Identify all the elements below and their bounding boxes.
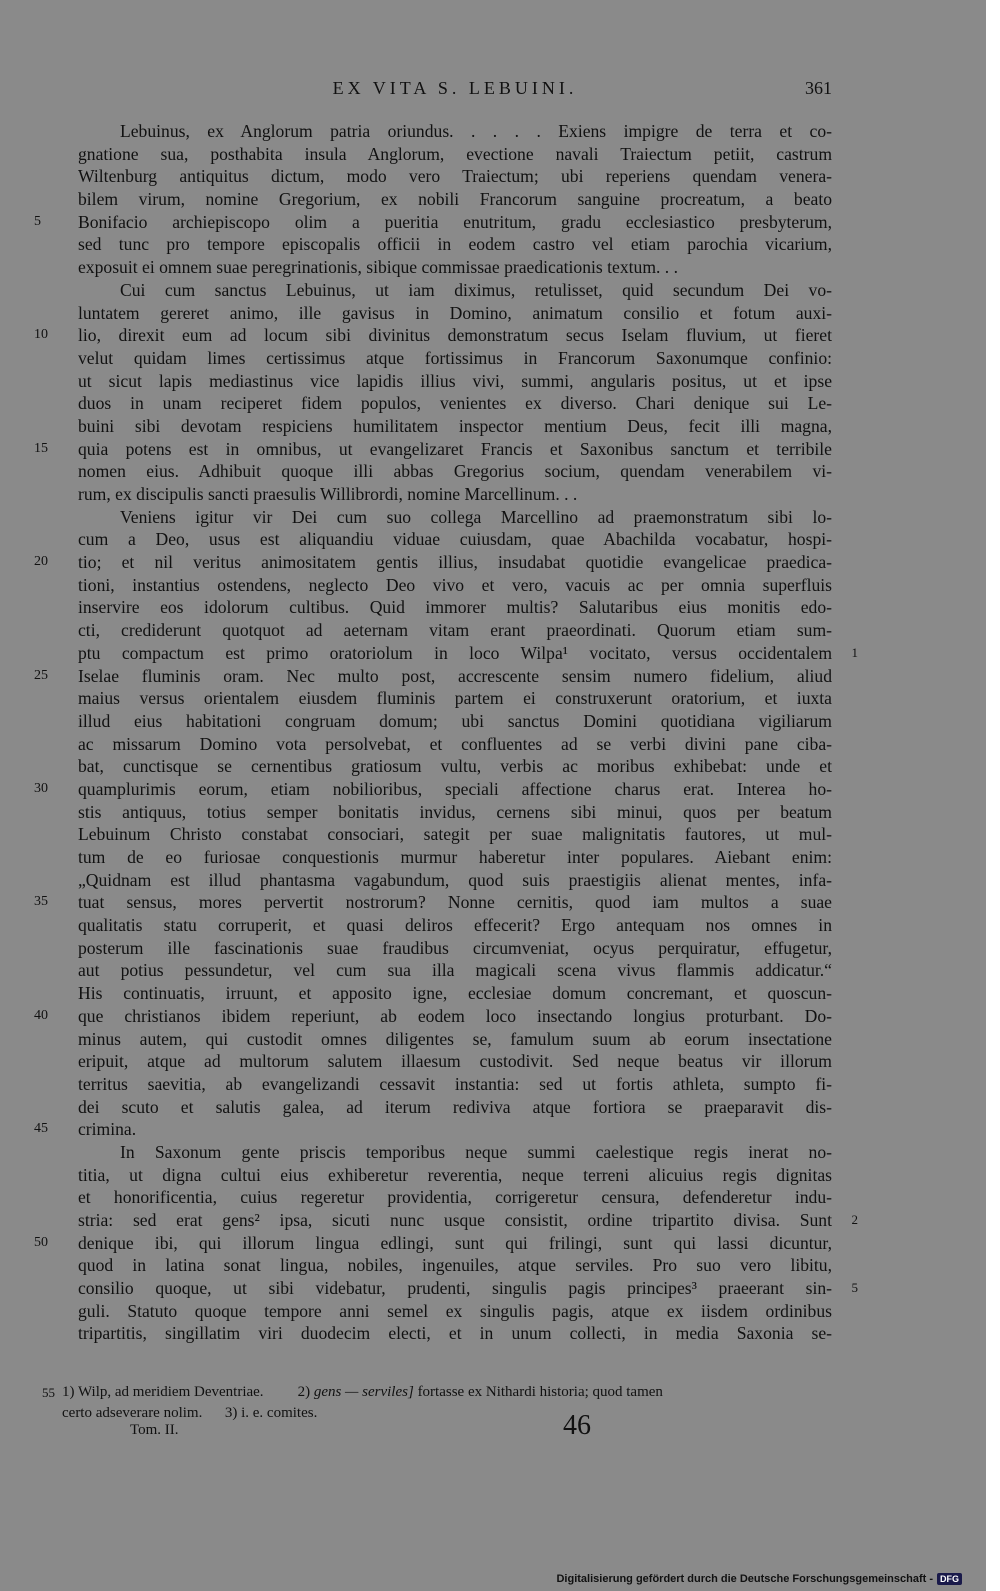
line-text: stria: sed erat gens² ipsa, sicuti nunc usque consistit, ordine tripartito divisa. Sunt — [78, 1210, 832, 1230]
volume-label: Tom. II. — [130, 1422, 179, 1438]
text-line — [34, 665, 832, 688]
line-text: tioni, instantius ostendens, neglecto Deo vivo et vero, vacuis ac per omnia superfluis — [78, 574, 832, 595]
line-text: Veniens igitur vir Dei cum suo collega Marcellino ad praemonstratum sibi lo- — [120, 506, 832, 527]
line-text: aut potius pessundetur, vel cum sua illa magicali scena vivus flammis addicatur.“ — [78, 960, 832, 981]
main-text — [34, 120, 858, 1345]
text-line — [78, 823, 832, 846]
line-number: 10 — [34, 327, 48, 343]
footnote-1: 1) Wilp, ad meridiem Deventriae. — [62, 1384, 264, 1400]
text-line — [78, 733, 832, 756]
text-line — [78, 959, 832, 982]
text-line — [78, 460, 832, 483]
text-line — [34, 778, 832, 801]
line-text: que christianos ibidem reperiunt, ab eodem loco insectando longius proturbant. Do- — [78, 1005, 832, 1026]
line-text: stis antiquus, totius semper bonitatis invidus, cernens sibi minui, quos per beatum — [78, 801, 832, 822]
signature-mark: 46 — [563, 1410, 591, 1441]
line-text: Iselae fluminis oram. Nec multo post, accrescente sensim numero fidelium, aliud — [78, 665, 832, 686]
text-line — [78, 574, 832, 597]
margin-note-mark: 5 — [851, 1280, 858, 1296]
footnote-row-2: certo adseverare nolim. 3) i. e. comites. — [62, 1405, 318, 1421]
text-line — [78, 869, 832, 892]
line-number: 45 — [34, 1121, 48, 1137]
line-text: bilem virum, nomine Gregorium, ex nobili Francorum sanguine procreatum, a beato — [78, 189, 832, 210]
line-text: et honorificentia, cuius regeretur providentia, corrigeretur censura, defenderetur indu- — [78, 1187, 832, 1208]
text-line — [34, 891, 832, 914]
line-text: crimina. — [78, 1119, 137, 1140]
text-line — [78, 801, 832, 824]
text-line — [78, 1073, 832, 1096]
line-text: lio, direxit eum ad locum sibi divinitus demonstratum secus Iselam fluvium, ut fieret — [78, 325, 832, 346]
line-text: quamplurimis eorum, etiam nobilioribus, speciali affectione charus erat. Interea ho- — [78, 778, 832, 799]
line-text: tuat sensus, mores pervertit nostrorum? Nonne cernitis, quod iam multos a suae — [78, 892, 832, 913]
text-line — [78, 1096, 832, 1119]
line-text: posterum ille fascinationis suae fraudibus circumveniat, ocyus perquiratur, effugetur, — [78, 937, 832, 958]
line-text: nomen eius. Adhibuit quoque illi abbas Gregorius socium, quendam venerabilem vi- — [78, 461, 832, 482]
line-text: Lebuinum Christo constabat consociari, sategit per suae malignitatis fautores, ut mul- — [78, 824, 832, 845]
text-line — [78, 188, 832, 211]
line-text: maius versus orientalem eiusdem fluminis partem ei construxerunt oratorium, et iuxta — [78, 688, 832, 709]
text-line — [78, 483, 832, 506]
text-line — [34, 1232, 832, 1255]
line-number: 50 — [34, 1234, 48, 1250]
line-number: 25 — [34, 667, 48, 683]
line-text: ut sicut lapis mediastinus vice lapidis illius vivi, summi, angularis positus, ut et ipse — [78, 370, 832, 391]
text-line — [78, 165, 832, 188]
line-text: In Saxonum gente priscis temporibus neque summi caelestique regis inerat no- — [120, 1141, 832, 1162]
text-line — [78, 982, 832, 1005]
text-line — [78, 937, 832, 960]
text-line — [78, 1164, 832, 1187]
line-text: gnatione sua, posthabita insula Anglorum, evectione navali Traiectum petiit, castrum — [78, 143, 832, 164]
line-text: denique ibi, qui illorum lingua edlingi, sunt qui frilingi, sunt qui lassi dicuntur, — [78, 1232, 832, 1253]
line-text: minus autem, qui custodit omnes diligentes se, famulum suum ab eorum insectatione — [78, 1028, 832, 1049]
line-number: 40 — [34, 1007, 48, 1023]
text-line — [78, 415, 832, 438]
line-text: tum de eo furiosae conquestionis murmur haberetur inter populares. Aiebant enim: — [78, 847, 832, 867]
text-line — [34, 211, 832, 234]
line-number: 35 — [34, 894, 48, 910]
footnote-2-text: fortasse ex Nithardi historia; quod tamen — [417, 1384, 663, 1400]
footnote-line-number: 55 — [42, 1385, 55, 1400]
text-line — [78, 1141, 832, 1164]
digitization-credit — [556, 1573, 962, 1585]
line-number: 30 — [34, 780, 48, 796]
text-line — [78, 914, 832, 937]
line-text: velut quidam limes certissimus atque fortissimus in Francorum Saxonumque confinio: — [78, 347, 832, 368]
text-line — [78, 1300, 832, 1323]
text-line — [78, 1209, 858, 1232]
line-text: quod in latina sonat lingua, nobiles, ingenuiles, atque serviles. Pro suo vero libitu, — [78, 1255, 832, 1276]
margin-note-mark: 1 — [851, 644, 858, 660]
line-text: bat, cunctisque se cernentibus gratiosum vultu, verbis ac moribus exhibebat: unde et — [78, 756, 832, 777]
text-line — [78, 1322, 832, 1345]
line-text: tripartitis, singillatim viri duodecim electi, et in unum collecti, in media Saxonia se- — [78, 1323, 832, 1344]
text-line — [78, 596, 832, 619]
text-line — [78, 1050, 832, 1073]
dfg-logo: DFG — [937, 1573, 962, 1585]
line-text: buini sibi devotam respiciens humilitatem inspector mentium Deus, fecit illi magna, — [78, 415, 832, 436]
line-text: tio; et nil veritus animositatem gentis illius, insudabat quotidie evangelicae praedica- — [78, 552, 832, 573]
text-line — [78, 642, 858, 665]
line-text: exposuit ei omnem suae peregrinationis, sibique commissae praedicationis textum. . . — [78, 257, 679, 278]
text-line — [78, 687, 832, 710]
line-text: „Quidnam est illud phantasma vagabundum, quod suis praestigiis alienat mentes, infa- — [78, 869, 832, 890]
credit-text: Digitalisierung gefördert durch die Deutsche Forschungsgemeinschaft - — [556, 1573, 933, 1585]
text-line — [78, 1277, 858, 1300]
line-text: ptu compactum est primo oratoriolum in loco Wilpa¹ vocitato, versus occidentalem — [78, 642, 832, 663]
text-line — [34, 551, 832, 574]
line-text: Wiltenburg antiquitus dictum, modo vero Traiectum; ubi reperiens quendam venera- — [78, 166, 832, 187]
line-text: consilio quoque, ut sibi videbatur, prudenti, singulis pagis principes³ praeerant sin- — [78, 1278, 832, 1299]
line-text: ac missarum Domino vota persolvebat, et confluentes ad se verbi divini pane ciba- — [78, 733, 832, 754]
line-text: cum a Deo, usus est aliquandiu viduae cuiusdam, quae Abachilda vocabatur, hospi- — [78, 529, 832, 550]
footnote-2-lemma: gens — serviles] — [313, 1384, 414, 1400]
line-text: territus saevitia, ab evangelizandi cessavit instantia: sed ut fortis athleta, sumpto fi- — [78, 1073, 832, 1094]
text-line — [34, 1118, 832, 1141]
line-text: rum, ex discipulis sancti praesulis Willibrordi, nomine Marcellinum. . . — [78, 484, 578, 504]
line-text: guli. Statuto quoque tempore anni semel ex singulis pagis, atque ex iisdem ordinibus — [78, 1300, 832, 1321]
text-line — [78, 370, 832, 393]
line-text: Cui cum sanctus Lebuinus, ut iam diximus, retulisset, quid secundum Dei vo- — [120, 279, 832, 300]
line-text: eripuit, atque ad multorum salutem illaesum custodivit. Sed neque beatus vir illorum — [78, 1051, 832, 1072]
text-line — [34, 438, 832, 461]
text-line — [34, 324, 832, 347]
line-number: 15 — [34, 440, 48, 456]
text-line — [78, 1186, 832, 1209]
line-number: 5 — [34, 213, 41, 229]
line-text: Lebuinus, ex Anglorum patria oriundus. . . . . Exiens impigre de terra et co- — [120, 121, 832, 141]
text-line — [78, 528, 832, 551]
text-line — [34, 1005, 832, 1028]
text-line — [78, 846, 832, 869]
text-line — [78, 619, 832, 642]
text-line — [78, 710, 832, 733]
text-line — [78, 143, 832, 166]
text-line — [78, 1028, 832, 1051]
text-line — [78, 233, 832, 256]
line-text: inservire eos idolorum cultibus. Quid immorer multis? Salutaribus eius monitis edo- — [78, 597, 832, 618]
text-line — [78, 347, 832, 370]
page-header — [78, 78, 832, 104]
running-title: EX VITA S. LEBUINI. — [332, 78, 578, 98]
line-text: duos in unam reciperet fidem populos, venientes ex diverso. Chari denique sui Le- — [78, 393, 832, 414]
text-line — [78, 506, 832, 529]
text-line — [78, 1254, 832, 1277]
line-text: dei scuto et salutis galea, ad iterum rediviva atque fortiora se praeparavit dis- — [78, 1096, 832, 1117]
text-line — [78, 392, 832, 415]
page-number: 361 — [805, 78, 832, 98]
line-text: sed tunc pro tempore episcopalis officii in eodem castro vel etiam parochia vicarium, — [78, 234, 832, 255]
line-text: illud eius habitationi congruam domum; ubi sanctus Domini quotidiana vigiliarum — [78, 710, 832, 731]
text-line — [78, 755, 832, 778]
line-text: luntatem gereret animo, ille gavisus in Domino, animatum consilio et fotum auxi- — [78, 302, 832, 323]
text-line — [78, 256, 832, 279]
text-line — [78, 279, 832, 302]
line-text: qualitatis statu corruperit, et quasi deliros effecerit? Ergo antequam nos omnes in — [78, 915, 832, 936]
line-text: His continuatis, irruunt, et apposito igne, ecclesiae domum concremant, et quoscun- — [78, 983, 832, 1004]
line-text: Bonifacio archiepiscopo olim a pueritia enutritum, gradu ecclesiastico presbyterum, — [78, 211, 832, 232]
footnote-2-label: 2) — [297, 1384, 311, 1400]
footnotes — [42, 1382, 832, 1424]
line-text: quia potens est in omnibus, ut evangelizaret Francis et Saxonibus sanctum et terribile — [78, 438, 832, 459]
line-text: titia, ut digna cultui eius exhiberetur reverentia, neque terreni alicuius regis dignitas — [78, 1164, 832, 1185]
footnote-row — [62, 1382, 832, 1403]
text-line — [78, 120, 832, 143]
text-line — [78, 302, 832, 325]
line-text: cti, crediderunt quotquot ad aeternam vitam erant praeordinati. Quorum etiam sum- — [78, 620, 832, 641]
line-number: 20 — [34, 554, 48, 570]
margin-note-mark: 2 — [851, 1212, 858, 1227]
